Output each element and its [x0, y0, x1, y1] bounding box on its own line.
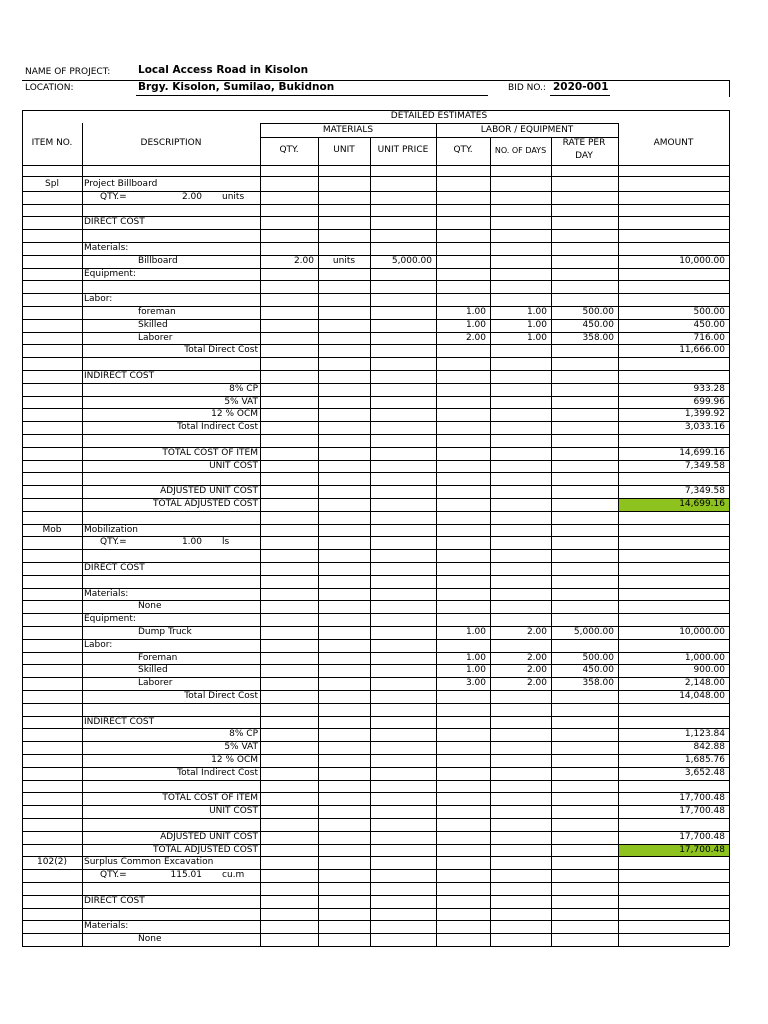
description: DIRECT COST: [84, 895, 145, 906]
material-unit-price: 5,000.00: [391, 255, 432, 266]
grid-col-line: [82, 123, 83, 946]
description-item: Foreman: [138, 652, 178, 663]
amount: 17,700.48: [679, 831, 725, 842]
description-total: 8% CP: [229, 729, 258, 740]
description-total: Total Direct Cost: [184, 345, 258, 356]
description: DIRECT COST: [84, 217, 145, 228]
item-no: Spl: [45, 179, 59, 189]
description-item: Skilled: [138, 665, 168, 676]
table-row-line: [22, 549, 729, 550]
labor-qty: 1.00: [465, 319, 486, 330]
labor-rate: 450.00: [582, 319, 614, 330]
qty-unit: cu.m: [222, 870, 245, 881]
description-item: Billboard: [138, 255, 178, 266]
description: Project Billboard: [84, 179, 158, 189]
description-total: TOTAL COST OF ITEM: [162, 447, 258, 458]
description-total: TOTAL ADJUSTED COST: [152, 844, 258, 855]
amount: 716.00: [693, 332, 725, 343]
description-total: 12 % OCM: [211, 409, 258, 420]
labor-rate: 500.00: [582, 307, 614, 317]
th-rate-per-day: RATE PER DAY: [562, 138, 606, 161]
labor-days: 1.00: [526, 332, 547, 343]
description-item: Dump Truck: [138, 627, 192, 637]
description: Equipment:: [84, 614, 136, 625]
grid-col-line: [729, 110, 730, 946]
labor-rate: 500.00: [582, 652, 614, 663]
description: Surplus Common Excavation: [84, 857, 214, 868]
description-total: UNIT COST: [209, 460, 258, 471]
amount: 11,666.00: [679, 345, 725, 356]
description: QTY.=: [100, 537, 127, 548]
table-row-line: [22, 869, 729, 870]
amount: 7,349.58: [684, 486, 725, 497]
table-row-line: [22, 703, 729, 704]
qty-unit: ls: [222, 537, 230, 548]
grid-col-line: [490, 137, 491, 946]
table-row-line: [22, 191, 729, 192]
th-detailed: DETAILED ESTIMATES: [390, 111, 488, 121]
amount: 17,700.48: [679, 806, 725, 817]
project-value: Local Access Road in Kisolon: [138, 64, 309, 76]
labor-rate: 450.00: [582, 665, 614, 676]
labor-qty: 1.00: [465, 665, 486, 676]
grid-col-line: [618, 123, 619, 946]
labor-rate: 358.00: [582, 332, 614, 343]
labor-days: 2.00: [526, 627, 547, 637]
material-unit: units: [332, 255, 356, 266]
table-row-line: [22, 293, 729, 294]
description-item: None: [138, 601, 162, 612]
description: QTY.=: [100, 870, 127, 881]
labor-qty: 1.00: [465, 627, 486, 637]
description-item: None: [138, 934, 162, 945]
table-row-line: [22, 946, 729, 947]
description-total: 12 % OCM: [211, 755, 258, 765]
amount: 17,700.48: [679, 793, 725, 804]
description-total: 5% VAT: [224, 742, 258, 753]
amount: 10,000.00: [679, 627, 725, 637]
table-row-line: [22, 434, 729, 435]
amount: 500.00: [693, 307, 725, 317]
description-total: 8% CP: [229, 383, 258, 394]
amount: 1,399.92: [684, 409, 725, 420]
description-item: Laborer: [138, 332, 173, 343]
labor-rate: 5,000.00: [573, 627, 614, 637]
th-qty: QTY.: [279, 145, 299, 155]
amount: 3,033.16: [684, 422, 725, 433]
amount: 2,148.00: [684, 678, 725, 689]
table-row-line: [22, 639, 729, 640]
labor-days: 1.00: [526, 319, 547, 330]
description: Materials:: [84, 243, 129, 253]
description: Mobilization: [84, 524, 138, 535]
bid-label: BID NO.:: [508, 83, 546, 93]
location-label: LOCATION:: [25, 83, 74, 93]
table-row-line: [22, 229, 729, 230]
description: Labor:: [84, 294, 113, 305]
head-line-2: [260, 137, 618, 138]
labor-days: 2.00: [526, 678, 547, 689]
table-row-line: [22, 600, 729, 601]
amount: 14,699.16: [679, 447, 725, 458]
item-no: 102(2): [37, 857, 67, 868]
th-item-no: ITEM NO.: [31, 138, 73, 148]
th-description: DESCRIPTION: [140, 138, 202, 148]
table-row-line: [22, 357, 729, 358]
table-top-line: [22, 110, 729, 111]
amount: 7,349.58: [684, 460, 725, 471]
th-materials: MATERIALS: [322, 125, 374, 135]
amount: 17,700.48: [679, 844, 725, 855]
body-top-line: [22, 176, 729, 177]
amount: 14,048.00: [679, 691, 725, 701]
amount: 1,123.84: [684, 729, 725, 740]
table-row-line: [22, 575, 729, 576]
amount: 933.28: [693, 383, 725, 394]
amount: 900.00: [693, 665, 725, 676]
description-total: 5% VAT: [224, 396, 258, 407]
description-item: foreman: [138, 307, 176, 317]
grid-col-line: [436, 123, 437, 946]
labor-rate: 358.00: [582, 678, 614, 689]
amount: 14,699.16: [679, 499, 725, 509]
th-no-days: NO. OF DAYS: [494, 146, 547, 155]
amount: 1,685.76: [684, 755, 725, 765]
head-line-1: [260, 123, 618, 124]
labor-qty: 3.00: [465, 678, 486, 689]
amount: 699.96: [693, 396, 725, 407]
description: Materials:: [84, 588, 129, 599]
item-no: Mob: [42, 524, 62, 535]
table-row-line: [22, 882, 729, 883]
table-row-line: [22, 780, 729, 781]
th-labor-qty: QTY.: [453, 145, 473, 155]
qty-unit: units: [222, 191, 245, 202]
description: Materials:: [84, 921, 129, 932]
head-bottom-line: [22, 165, 729, 166]
labor-qty: 1.00: [465, 307, 486, 317]
material-qty: 2.00: [293, 255, 314, 266]
labor-qty: 2.00: [465, 332, 486, 343]
grid-col-line: [260, 123, 261, 946]
th-unit-price: UNIT PRICE: [377, 145, 429, 155]
description-total: Total Indirect Cost: [177, 422, 258, 433]
grid-col-line: [551, 137, 552, 946]
labor-days: 2.00: [526, 665, 547, 676]
description: Equipment:: [84, 268, 136, 279]
th-labor-equipment: LABOR / EQUIPMENT: [480, 125, 574, 135]
description-total: ADJUSTED UNIT COST: [160, 831, 258, 842]
bid-value: 2020-001: [553, 81, 609, 93]
description-total: TOTAL ADJUSTED COST: [152, 499, 258, 509]
table-row-line: [22, 908, 729, 909]
qty-value: 115.01: [170, 870, 202, 881]
amount: 3,652.48: [684, 767, 725, 778]
labor-days: 1.00: [526, 307, 547, 317]
th-amount: AMOUNT: [653, 138, 694, 148]
description-total: UNIT COST: [209, 806, 258, 817]
table-row-line: [22, 933, 729, 934]
description: QTY.=: [100, 191, 127, 202]
description-total: TOTAL COST OF ITEM: [162, 793, 258, 804]
table-row-line: [22, 818, 729, 819]
table-row-line: [22, 472, 729, 473]
description: Labor:: [84, 639, 113, 650]
table-row-line: [22, 204, 729, 205]
description: INDIRECT COST: [84, 716, 155, 727]
project-label: NAME OF PROJECT:: [25, 67, 111, 77]
amount: 450.00: [693, 319, 725, 330]
description-item: Skilled: [138, 319, 168, 330]
description-item: Laborer: [138, 678, 173, 689]
th-unit: UNIT: [333, 145, 355, 155]
labor-days: 2.00: [526, 652, 547, 663]
table-row-line: [22, 536, 729, 537]
description-total: Total Direct Cost: [184, 691, 258, 701]
description-total: Total Indirect Cost: [177, 767, 258, 778]
amount: 842.88: [693, 742, 725, 753]
amount: 1,000.00: [684, 652, 725, 663]
qty-value: 1.00: [181, 537, 202, 548]
table-row-line: [22, 280, 729, 281]
location-value: Brgy. Kisolon, Sumilao, Bukidnon: [138, 81, 335, 93]
labor-qty: 1.00: [465, 652, 486, 663]
qty-value: 2.00: [181, 191, 202, 202]
amount: 10,000.00: [679, 255, 725, 266]
table-row-line: [22, 511, 729, 512]
description: DIRECT COST: [84, 563, 145, 573]
description-total: ADJUSTED UNIT COST: [160, 486, 258, 497]
description: INDIRECT COST: [84, 371, 155, 381]
